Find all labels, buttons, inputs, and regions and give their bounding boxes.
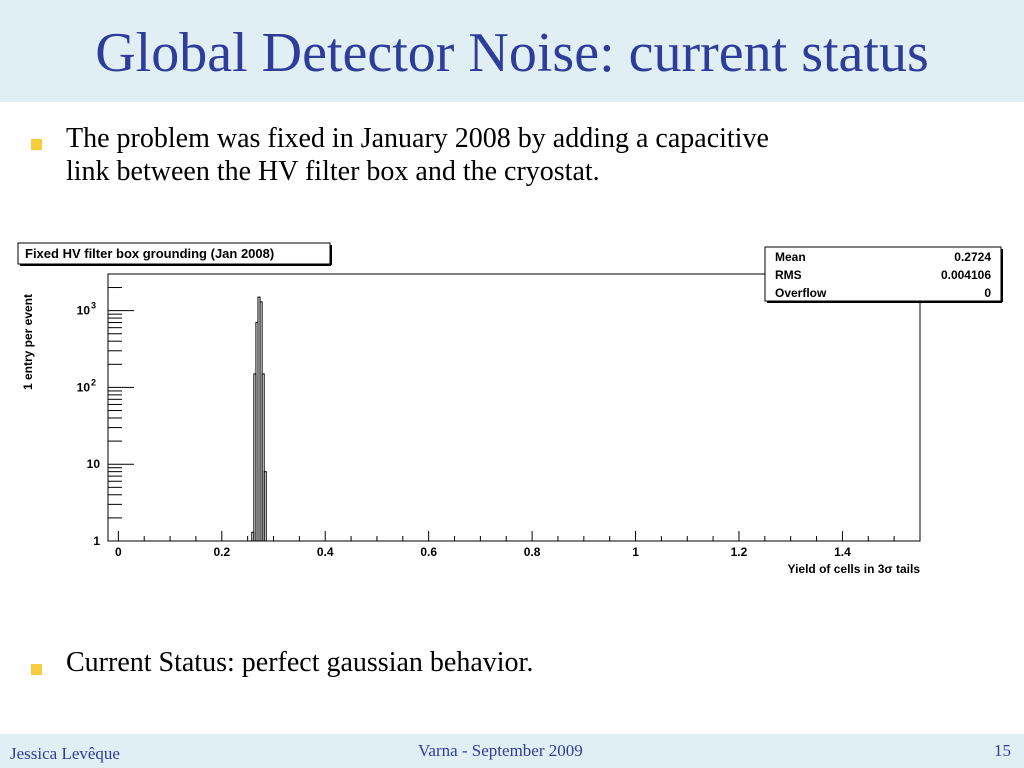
stats-label: Overflow bbox=[775, 286, 827, 300]
x-tick-label: 0.8 bbox=[523, 545, 541, 559]
y-tick-label: 10 bbox=[76, 303, 90, 318]
stats-value: 0.004106 bbox=[940, 268, 991, 282]
x-tick-label: 0 bbox=[115, 545, 122, 559]
plot-frame bbox=[108, 274, 920, 541]
stats-value: 0.2724 bbox=[954, 250, 991, 264]
y-tick-exponent: 2 bbox=[91, 377, 97, 388]
bullet-marker-1 bbox=[31, 139, 42, 150]
footer-author: Jessica Levêque bbox=[10, 744, 120, 763]
stats-value: 0 bbox=[984, 286, 991, 300]
x-tick-label: 1 bbox=[632, 545, 639, 559]
footer-event: Varna - September 2009 bbox=[418, 741, 583, 760]
y-tick-label: 10 bbox=[86, 457, 100, 472]
chart-title: Fixed HV filter box grounding (Jan 2008) bbox=[25, 246, 275, 261]
x-tick-label: 0.2 bbox=[213, 545, 231, 559]
bullet-text-1: The problem was fixed in January 2008 by adding a capacitive link between the HV filter box and the cryostat. bbox=[66, 123, 769, 187]
slide-title: Global Detector Noise: current status bbox=[95, 22, 929, 84]
x-tick-label: 0.6 bbox=[420, 545, 438, 559]
bullet-text-2: Current Status: perfect gaussian behavior. bbox=[66, 647, 534, 678]
y-tick-label: 10 bbox=[76, 380, 90, 395]
y-axis-label: 1 entry per event bbox=[21, 294, 35, 391]
histogram-bin bbox=[264, 472, 266, 541]
histogram-chart bbox=[0, 230, 1024, 590]
stats-label: RMS bbox=[775, 268, 802, 282]
x-axis-label: Yield of cells in 3σ tails bbox=[787, 562, 920, 576]
x-tick-label: 1.4 bbox=[834, 545, 851, 559]
x-tick-label: 1.2 bbox=[730, 545, 748, 559]
bullet-marker-2 bbox=[31, 664, 42, 675]
footer-page-number: 15 bbox=[994, 741, 1011, 760]
y-tick-exponent: 3 bbox=[91, 300, 97, 311]
stats-label: Mean bbox=[775, 250, 806, 264]
x-tick-label: 0.4 bbox=[316, 545, 334, 559]
y-tick-label: 1 bbox=[93, 534, 100, 548]
